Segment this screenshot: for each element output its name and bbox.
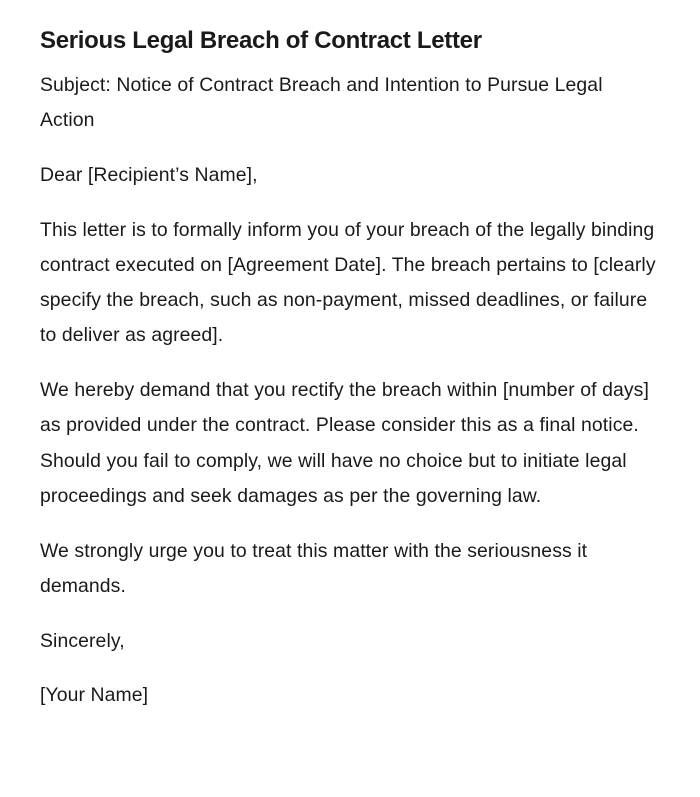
signature-name: [Your Name]	[40, 684, 149, 707]
subject-line: Subject: Notice of Contract Breach and Intention to Pursue Legal Action	[40, 74, 603, 132]
closing: Sincerely,	[40, 629, 125, 652]
body-paragraph-urge: We strongly urge you to treat this matter with the seriousness it demands.	[40, 539, 588, 597]
letter-title: Serious Legal Breach of Contract Letter	[40, 27, 482, 54]
body-paragraph-demand: We hereby demand that you rectify the breach within [number of days] as provided under the contract. Please consider this as a final notice. Should you fail to comply, we will have no choice but to initiate legal proceedings and seek damages as per the governing law.	[40, 379, 649, 507]
body-paragraph-breach: This letter is to formally inform you of your breach of the legally binding contract executed on [Agreement Date]. The breach pertains to [clearly specify the breach, such as non-payment, missed deadlines, or failure to deliver as agreed].	[40, 218, 656, 347]
salutation: Dear [Recipient’s Name],	[40, 164, 258, 186]
